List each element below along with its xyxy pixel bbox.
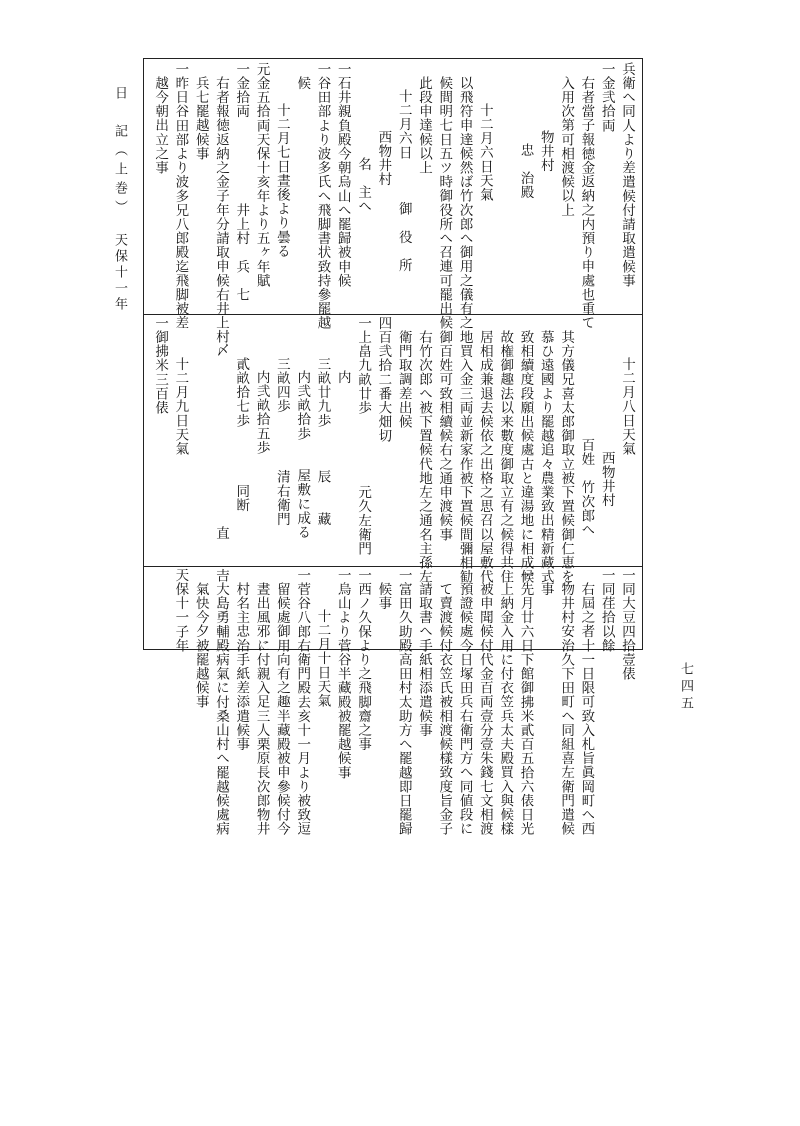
text-line: 元金五拾両天保十亥年より五ヶ年賦 [253, 62, 270, 288]
section-middle [146, 316, 640, 584]
text-line: 入用次第可相渡候以上 [558, 75, 575, 217]
text-line: 一金弐拾両 [598, 62, 615, 133]
text-line: 故権御趣法以来數度御取立有之候得共住 [497, 329, 514, 584]
text-line: 衛門取調差出候 [395, 329, 412, 429]
text-line: て賣渡候付衣笠氏被相渡候樣致度旨金子 [436, 581, 453, 836]
text-line: 候 [294, 75, 311, 90]
text-line: 預證候處今日塚田兵右衛門方へ同値段に [456, 581, 473, 836]
text-line: 一谷田部より波多氏へ飛脚書状致持參罷越 [314, 62, 331, 330]
text-line: 此段申達候以上 [416, 75, 432, 175]
text-line: 一烏山より菅谷半藏殿被罷越候事 [334, 568, 351, 780]
text-line: 候間明七日五ツ時御役所へ召連可罷出候 [436, 75, 453, 330]
text-line: 一御拂米三百俵 [152, 316, 169, 415]
text-line: 百姓 竹次郎へ [578, 437, 595, 537]
text-line: 其方儀兄喜太郎御取立被下置候御仁恵を [558, 329, 575, 584]
page-number: 七四五 [678, 662, 693, 713]
text-line: 候事 [375, 581, 392, 610]
text-line [496, 62, 514, 312]
text-line: 晝出風邪に付親入足三人栗原長次郎物井 [253, 581, 270, 836]
text-line: 十二月十日天氣 [314, 608, 331, 708]
text-line: 氣快今夕被罷越候事 [192, 581, 209, 709]
book-title: 日 記（上巻） [112, 86, 127, 219]
text-line: 一大島勇輔殿病氣に付桑山村へ罷越候處病 [213, 568, 229, 836]
text-line: 右者當子報徳金返納之内預り申處也重て [578, 75, 595, 330]
text-line: 越今朝出立之事 [152, 75, 169, 175]
text-line: 貳畝拾七歩 同断 [233, 356, 250, 512]
text-line: 天保十一子年 [172, 568, 189, 653]
text-line: 留候處御用向有之趣半藏殿被申參候付今 [273, 581, 290, 836]
text-line: 事 [537, 581, 554, 596]
text-line: 忠 治殿 [517, 143, 534, 200]
text-line: 内弐畝拾五歩 [253, 370, 270, 455]
text-line: 兵衛へ同人より差遣候付請取遣候事 [619, 62, 635, 288]
text-line: 物井村安治久下田町へ同組喜左衛門遣候 [558, 581, 575, 836]
text-line: 一上畠九畝廿歩 元久左衛門 [355, 316, 372, 556]
text-line: 一菅谷八郎右衛門殿去亥十一月より被致逗 [294, 568, 311, 836]
text-line: 名 主へ [355, 156, 372, 213]
text-line: 請取書へ手紙相添遣候事 [416, 581, 432, 737]
text-line: 一富田久助殿高田村太助方へ罷越即日罷歸 [395, 568, 412, 836]
text-line: 右屆之者十一日限可致入札旨眞岡町へ西 [578, 581, 595, 836]
text-line: 十二月六日天氣 [476, 102, 493, 202]
text-line: 一先月廿六日下館御拂米貳百五拾六俵日光 [517, 568, 534, 836]
text-line: 内弐畝拾歩 屋敷に成る [294, 370, 311, 540]
text-line: 地買入金三両並新家作被下置候間彌相勧 [456, 329, 473, 584]
text-line: 御百姓可致相續候右之通申渡候事 [436, 329, 453, 541]
text-line: 一同大豆四拾壹俵 [619, 568, 635, 681]
text-line [192, 316, 210, 564]
text-line: 被申聞候付代金百両壹分壹朱錢七文相渡 [476, 581, 493, 836]
text-line: 右者報徳返納之金子年分請取申候右井上村 [213, 75, 229, 344]
text-line: 一金拾両 井上村 兵 七 [233, 62, 250, 302]
text-line: 慕ひ遠國より罷越追々農業致出精新藏式 [537, 329, 554, 584]
text-line: 四百弐拾二番大畑切 [375, 316, 392, 443]
text-line: 致相續度段願出候處古と違湯地に相成候 [517, 329, 534, 584]
text-line: 村名主忠治手紙差添遣候事 [233, 581, 250, 751]
text-line: 以飛符申達候然ば竹次郎へ御用之儀有之 [456, 75, 473, 330]
text-line: 一同荏拾以餘 [598, 568, 615, 653]
section-top [146, 62, 640, 344]
text-line: 〆 直 吉 [213, 343, 229, 583]
text-line: 三畝四歩 清右衛門 [273, 356, 290, 526]
text-line: 一石井親負殿今朝烏山へ罷歸被申候 [334, 62, 351, 288]
running-header [110, 86, 129, 313]
section-bottom [146, 568, 640, 836]
text-line: 一昨日谷田部より波多兄八郎殿迄飛脚被差 [172, 62, 189, 330]
text-line: 十二月九日天氣 [172, 356, 189, 456]
text-line: 十二月七日晝後より曇る [273, 102, 290, 258]
text-line: 居相成兼退去候依之出格之思召以屋敷代 [476, 329, 493, 584]
era-label: 天保十一年 [112, 233, 127, 313]
text-line: 西物井村 [598, 451, 615, 508]
text-line: 内 [334, 370, 351, 385]
text-line: 西物井村 [375, 129, 392, 186]
text-line: 兵七罷越候事 [192, 75, 209, 161]
text-line: 十二月八日天氣 [619, 356, 635, 456]
text-line: 物井村 [537, 129, 554, 172]
text-line: 十二月六日 御 役 所 [395, 89, 412, 273]
text-line: 上納金入用に付衣笠兵太夫殿買入與候樣 [497, 581, 514, 836]
text-line: 一西ノ久保より之飛脚齋之事 [355, 568, 372, 752]
text-line: 三畝廿九歩 辰 藏 [314, 356, 331, 526]
text-line: 右竹次郎へ被下置候代地左之通名主孫左 [416, 329, 432, 584]
